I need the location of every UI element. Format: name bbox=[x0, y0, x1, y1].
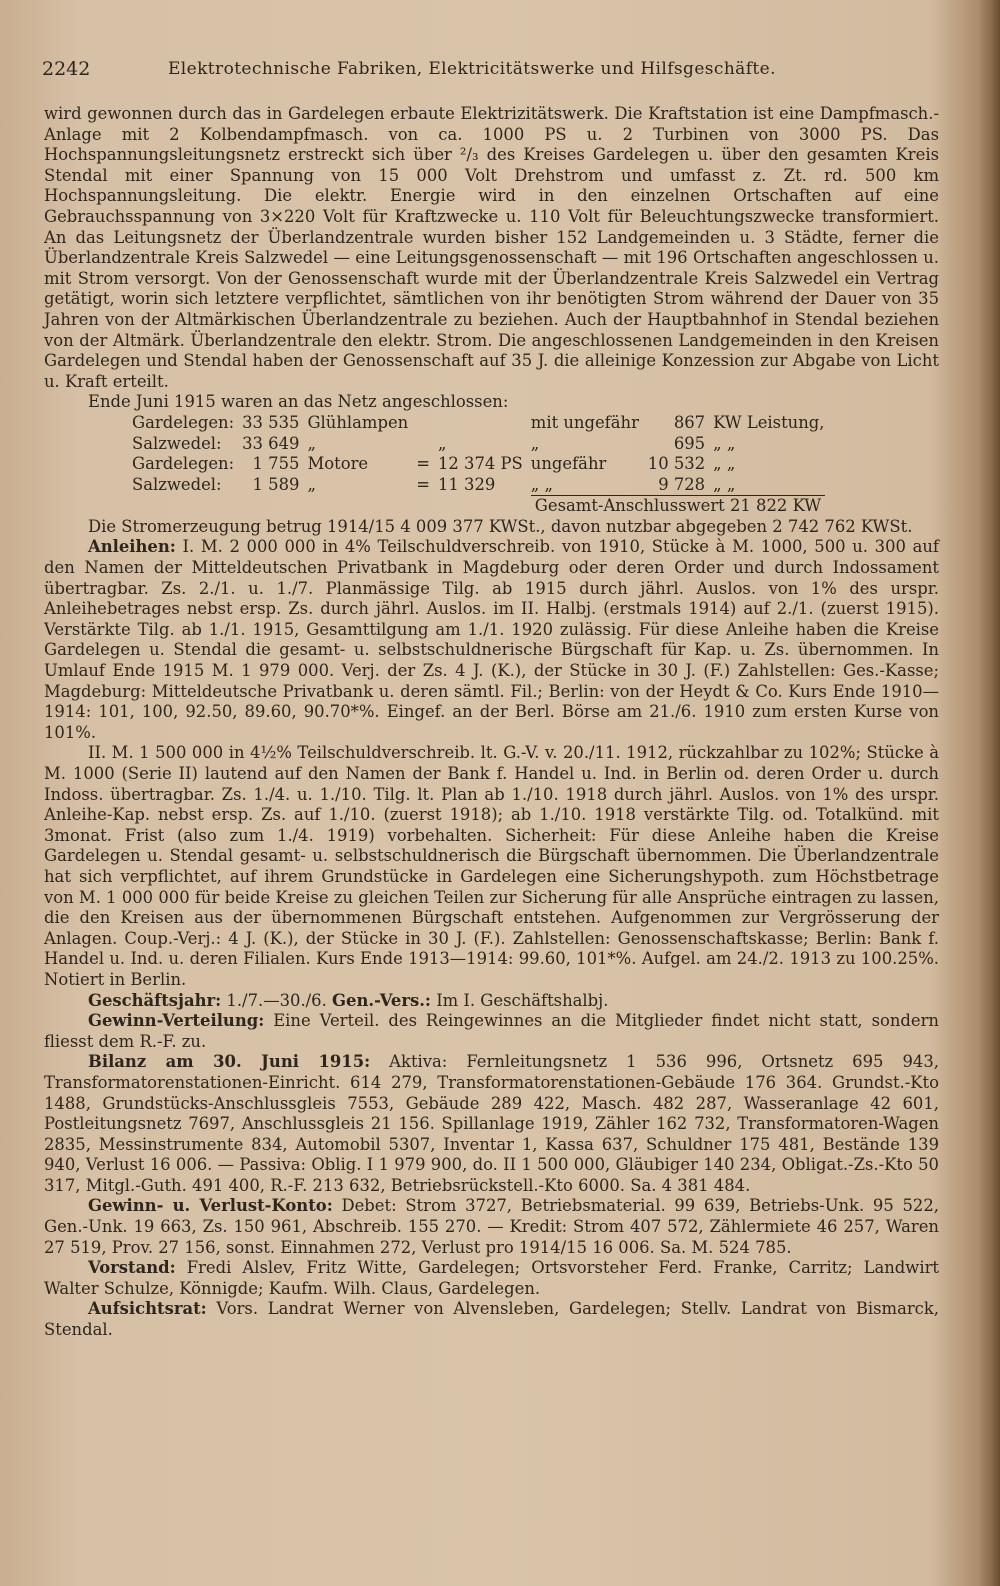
connections-cell-tail: „ „ bbox=[713, 474, 736, 494]
anleihen-1-paragraph bbox=[44, 537, 939, 743]
connections-cell-ps: „ bbox=[437, 433, 447, 453]
aufsichtsrat-text: Vors. Landrat Werner von Alvensleben, Gardelegen; Stellv. Landrat von Bismarck, Stendal. bbox=[44, 1299, 939, 1340]
connections-cell-desc: ungefähr bbox=[530, 454, 607, 474]
connections-cell-kw: 695 bbox=[673, 433, 706, 453]
connections-cell-ps bbox=[438, 413, 531, 434]
connections-row bbox=[132, 454, 833, 475]
connections-cell-desc: mit ungefähr bbox=[530, 412, 639, 432]
connections-cell-unit: „ bbox=[307, 433, 316, 453]
bilanz-text: Aktiva: Fernleitungsnetz 1 536 996, Ortsnetz 695 943, Transformatorenstationen-Einricht. 614 279, Transformatorenstationen-Gebäude 176 364. Grundst.-Kto 1488, Grundstücks-Anschlussgleis 7553, Gebäude 289 422, Masch. 482 287, Wasseranlage 42 601, Postleitungsnetz 7697, Anschlussgleis 21 156. Spillanlage 1919, Zähler 162 732, Transformatoren-Wagen 2835, Messinstrumente 834, Automobil 5307, Inventar 1, Kassa 637, Schuldner 175 481, Bestände 139 940, Verlust 16 006. — Passiva: Oblig. I 1 979 900, do. II 1 500 000, Gläubiger 140 234, Obligat.-Zs.-Kto 50 317, Mitgl.-Guth. 491 400, R.-F. 213 632, Betriebsrückstell.-Kto 6000. Sa. 4 381 484. bbox=[44, 1052, 939, 1195]
gewinn-label: Gewinn-Verteilung: bbox=[88, 1011, 265, 1031]
gewinn-text: Eine Verteil. des Reingewinnes an die Mitglieder findet nicht statt, sondern fliesst dem R.-F. zu. bbox=[44, 1011, 939, 1051]
connections-cell-eq: = bbox=[416, 474, 430, 494]
connections-cell-place: Salzwedel: bbox=[132, 433, 222, 453]
genvers-label: Gen.-Vers.: bbox=[332, 990, 431, 1010]
vorstand-paragraph bbox=[44, 1258, 939, 1299]
connections-cell-unit: Motore bbox=[307, 454, 369, 474]
connections-cell-count: 1 755 bbox=[252, 454, 300, 474]
intro-paragraph: wird gewonnen durch das in Gardelegen erbaute Elektrizitätswerk. Die Kraftstation ist eine Dampfmasch.-Anlage mit 2 Kolbendampfmasch. von ca. 1000 PS u. 2 Turbinen von 3000 PS. Das Hochspannungsleitungsnetz erstreckt sich über ²/₃ des Kreises Gardelegen u. über den gesamten Kreis Stendal mit einer Spannung von 15 000 Volt Drehstrom und umfasst z. Zt. rd. 500 km Hochspannungsleitung. Die elektr. Energie wird in den einzelnen Ortschaften auf eine Gebrauchsspannung von 3×220 Volt für Kraftzwecke u. 110 Volt für Beleuchtungszwecke transformiert. An das Leitungsnetz der Überlandzentrale wurden bisher 152 Landgemeinden u. 3 Städte, ferner die Überlandzentrale Kreis Salzwedel — eine Leitungsgenossenschaft — mit 196 Ortschaften angeschlossen u. mit Strom versorgt. Von der Genossenschaft wurde mit der Überlandzentrale Kreis Salzwedel ein Vertrag getätigt, worin sich letztere verpflichtet, sämtlichen von ihr benötigten Strom während der Dauer von 35 Jahren von der Altmärkischen Überlandzentrale zu beziehen. Auch der Hauptbahnhof in Stendal beziehen von der Altmärk. Überlandzentrale den elektr. Strom. Die angeschlossenen Landgemeinden in den Kreisen Gardelegen und Stendal haben der Genossenschaft auf 35 J. die alleinige Konzession zur Abgabe von Licht u. Kraft erteilt. bbox=[44, 104, 939, 391]
aufsichtsrat-paragraph bbox=[44, 1299, 939, 1340]
total-label: Gesamt-Anschlusswert bbox=[534, 496, 725, 516]
connections-lead: Ende Juni 1915 waren an das Netz angeschlossen: bbox=[88, 392, 509, 412]
connections-cell-kw: 9 728 bbox=[658, 474, 706, 494]
body-text bbox=[44, 104, 939, 1341]
connections-cell-place: Gardelegen: bbox=[132, 454, 235, 474]
connections-cell-desc: „ bbox=[530, 433, 540, 453]
aufsichtsrat-label: Aufsichtsrat: bbox=[88, 1299, 207, 1319]
total-unit: KW bbox=[792, 496, 822, 516]
anleihen-label: Anleihen: bbox=[88, 537, 176, 557]
connections-row bbox=[132, 434, 833, 455]
vorstand-label: Vorstand: bbox=[88, 1258, 176, 1278]
total-value: 21 822 bbox=[729, 496, 788, 516]
geschaeftsjahr-label: Geschäftsjahr: bbox=[88, 990, 222, 1010]
connections-table bbox=[132, 413, 833, 517]
anleihen-2-paragraph: II. M. 1 500 000 in 4½% Teilschuldverschreib. lt. G.-V. v. 20./11. 1912, rückzahlbar zu 102%; Stücke à M. 1000 (Serie II) lautend auf den Namen der Bank f. Handel u. Ind. in Berlin od. deren Order u. durch Indoss. übertragbar. Zs. 1./4. u. 1./10. Tilg. lt. Plan ab 1./10. 1918 durch jährl. Auslos. von 1% des urspr. Anleihe-Kap. nebst ersp. Zs. auf 1./10. (zuerst 1918); ab 1./10. 1918 verstärkte Tilg. od. Totalkünd. mit 3monat. Frist (also zum 1./4. 1919) vorbehalten. Sicherheit: Für diese Anleihe haben die Kreise Gardelegen u. Stendal gesamt- u. selbstschuldnerisch die Bürgschaft übernommen. Die Überlandzentrale hat sich verpflichtet, auf ihrem Grundstücke in Gardelegen eine Sicherungshypoth. zum Höchstbetrage von M. 1 000 000 für beide Kreise zu gleichen Teilen zur Sicherung für alle Ansprüche eintragen zu lassen, die den Kreisen aus der übernommenen Bürgschaft entstehen. Aufgenommen zur Vergrösserung der Anlagen. Coup.-Verj.: 4 J. (K.), der Stücke in 30 J. (F.). Zahlstellen: Genossenschaftskasse; Berlin: Bank f. Handel u. Ind. u. deren Filialen. Kurs Ende 1913—1914: 99.60, 101*%. Aufgel. am 24./2. 1913 zu 100.25%. Notiert in Berlin. bbox=[44, 743, 939, 989]
connections-cell-count: 33 649 bbox=[242, 433, 300, 453]
connections-cell-count: 33 535 bbox=[242, 412, 300, 432]
page-header bbox=[42, 58, 942, 84]
connections-cell-count: 1 589 bbox=[252, 474, 300, 494]
guv-paragraph bbox=[44, 1196, 939, 1258]
geschaeftsjahr-text: 1./7.—30./6. bbox=[226, 990, 327, 1010]
page-number: 2242 bbox=[42, 58, 91, 80]
connections-cell-eq: = bbox=[416, 454, 430, 474]
genvers-text: Im I. Geschäftshalbj. bbox=[436, 990, 609, 1010]
connections-cell-ps: 12 374 PS bbox=[437, 454, 523, 474]
vorstand-text: Fredi Alslev, Fritz Witte, Gardelegen; Ortsvorsteher Ferd. Franke, Carritz; Landwirt Walter Schulze, Könnigde; Kaufm. Wilh. Claus, Gardelegen. bbox=[44, 1258, 939, 1298]
connections-cell-eq bbox=[416, 434, 438, 455]
connections-row bbox=[132, 475, 833, 496]
connections-cell-kw: 867 bbox=[673, 412, 706, 432]
connections-cell-tail: KW Leistung, bbox=[713, 412, 825, 432]
connections-cell-ps: 11 329 bbox=[437, 474, 496, 494]
anleihen-1-text: I. M. 2 000 000 in 4% Teilschuldverschreib. von 1910, Stücke à M. 1000, 500 u. 300 auf den Namen der Mitteldeutschen Privatbank in Magdeburg oder deren Order und durch Indossament übertragbar. Zs. 2./1. u. 1./7. Planmässige Tilg. ab 1915 durch jährl. Auslos. von 1% des urspr. Anleihebetrages nebst ersp. Zs. durch jährl. Auslos. im II. Halbj. (erstmals 1914) auf 2./1. (zuerst 1915). Verstärkte Tilg. ab 1./1. 1915, Gesamttilgung am 1./1. 1920 zulässig. Für diese Anleihe haben die Kreise Gardelegen u. Stendal die gesamt- u. selbstschuldnerische Bürgschaft für Kap. u. Zs. übernommen. In Umlauf Ende 1915 M. 1 979 000. Verj. der Zs. 4 J. (K.), der Stücke in 30 J. (F.) Zahlstellen: Ges.-Kasse; Magdeburg: Mitteldeutsche Privatbank u. deren sämtl. Fil.; Berlin: von der Heydt & Co. Kurs Ende 1910—1914: 101, 100, 92.50, 89.60, 90.70*%. Eingef. an der Berl. Börse am 21./6. 1910 zum ersten Kurse von 101%. bbox=[44, 537, 939, 742]
connections-cell-kw: 10 532 bbox=[647, 454, 706, 474]
connections-cell-tail: „ „ bbox=[713, 433, 736, 453]
bilanz-paragraph bbox=[44, 1052, 939, 1196]
connections-cell-place: Salzwedel: bbox=[132, 474, 222, 494]
connections-cell-unit: „ bbox=[307, 474, 316, 494]
connections-row bbox=[132, 413, 833, 434]
fiscal-year-paragraph bbox=[44, 991, 939, 1012]
connections-total-row bbox=[132, 495, 833, 517]
binding-shadow bbox=[978, 0, 1000, 1586]
bilanz-label: Bilanz am 30. Juni 1915: bbox=[88, 1052, 371, 1072]
guv-label: Gewinn- u. Verlust-Konto: bbox=[88, 1196, 333, 1216]
guv-text: Debet: Strom 3727, Betriebsmaterial. 99 639, Betriebs-Unk. 95 522, Gen.-Unk. 19 663, Zs. 150 961, Abschreib. 155 270. — Kredit: Strom 407 572, Zählermiete 46 257, Waren 27 519, Prov. 27 156, sonst. Einnahmen 272, Verlust pro 1914/15 16 006. Sa. M. 524 785. bbox=[44, 1196, 939, 1257]
production-paragraph: Die Stromerzeugung betrug 1914/15 4 009 377 KWSt., davon nutzbar abgegeben 2 742 762 KWSt. bbox=[88, 516, 913, 536]
connections-cell-place: Gardelegen: bbox=[132, 412, 235, 432]
connections-cell-eq bbox=[416, 413, 438, 434]
total-line bbox=[531, 495, 825, 517]
connections-cell-desc: „ „ bbox=[530, 474, 553, 494]
connections-cell-unit: Glühlampen bbox=[307, 412, 409, 432]
running-title: Elektrotechnische Fabriken, Elektricitätswerke und Hilfsgeschäfte. bbox=[168, 59, 776, 79]
gewinn-paragraph bbox=[44, 1011, 939, 1052]
connections-cell-tail: „ „ bbox=[713, 454, 736, 474]
